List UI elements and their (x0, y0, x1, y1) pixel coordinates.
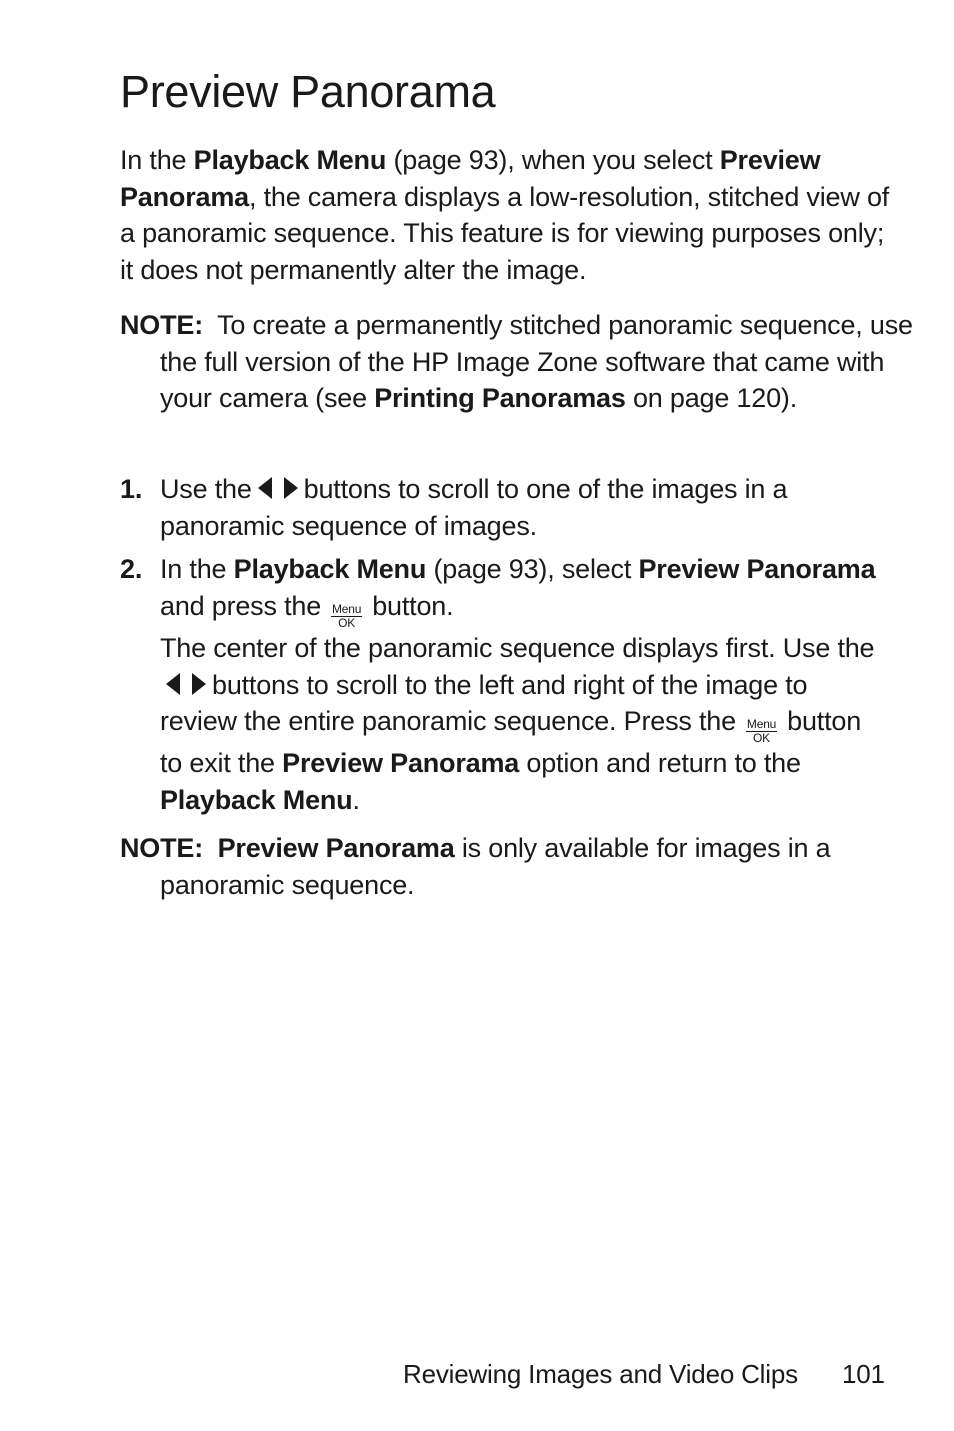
text-run: To create a permanently stitched panoramic sequence, use the full version of the HP Image Zone software that came with your camera (see (160, 310, 921, 414)
note-availability (120, 830, 930, 903)
note-label: NOTE: (120, 833, 203, 863)
text-run: In the (120, 145, 194, 175)
step-1 (120, 471, 890, 544)
text-run: (page 93), when you select (386, 145, 720, 175)
step-number: 2. (120, 554, 143, 584)
note-permanent-stitch (120, 307, 930, 417)
bold-term: Preview Panorama (120, 145, 821, 212)
menu-ok-top-label: Menu (332, 601, 362, 616)
text-run: In the (160, 554, 234, 584)
menu-ok-top-label: Menu (746, 717, 777, 732)
text-run: and press the (160, 590, 322, 621)
text-run: buttons to scroll to the left and right of the image to review the entire panoramic sequence. Press the (160, 669, 808, 737)
bold-term: Playback Menu (160, 784, 353, 815)
left-right-arrows-icon (164, 671, 208, 697)
bold-term: Playback Menu (233, 554, 427, 584)
step-2-detail (120, 630, 890, 818)
bold-term: Preview Panorama (282, 748, 520, 779)
text-run: Use the (160, 474, 252, 504)
step-2 (120, 551, 890, 630)
menu-ok-bottom-label: OK (753, 731, 770, 746)
text-run: . (352, 784, 360, 815)
text-run: (page 93), select (426, 554, 639, 584)
footer-page-number: 101 (842, 1359, 885, 1389)
step-number: 1. (120, 474, 143, 504)
menu-ok-button-icon (746, 718, 777, 745)
text-run: on page 120). (625, 383, 797, 414)
text-run: button. (372, 590, 454, 621)
footer-section-title: Reviewing Images and Video Clips (403, 1359, 798, 1389)
bold-term: Printing Panoramas (374, 383, 626, 414)
bold-term: Preview Panorama (217, 833, 455, 863)
text-run: is only available for images in a panoramic sequence. (160, 833, 831, 900)
left-right-arrows-icon (256, 475, 300, 501)
text-run: buttons to scroll to one of the images in a panoramic sequence of images. (160, 474, 788, 541)
bold-term: Preview Panorama (638, 554, 876, 584)
page-title: Preview Panorama (120, 66, 496, 117)
text-run: button to exit the (160, 706, 862, 779)
menu-ok-button-icon (331, 603, 362, 630)
text-run: option and return to the (519, 748, 801, 779)
menu-ok-bottom-label: OK (338, 615, 356, 630)
bold-term: Playback Menu (193, 145, 387, 175)
intro-paragraph (120, 142, 890, 288)
text-run: , the camera displays a low-resolution, stitched view of a panoramic sequence. This feature is for viewing purposes only; it does not permanently alter the image. (120, 181, 890, 285)
note-label: NOTE: (120, 310, 203, 340)
text-run: The center of the panoramic sequence displays first. Use the (160, 633, 875, 663)
